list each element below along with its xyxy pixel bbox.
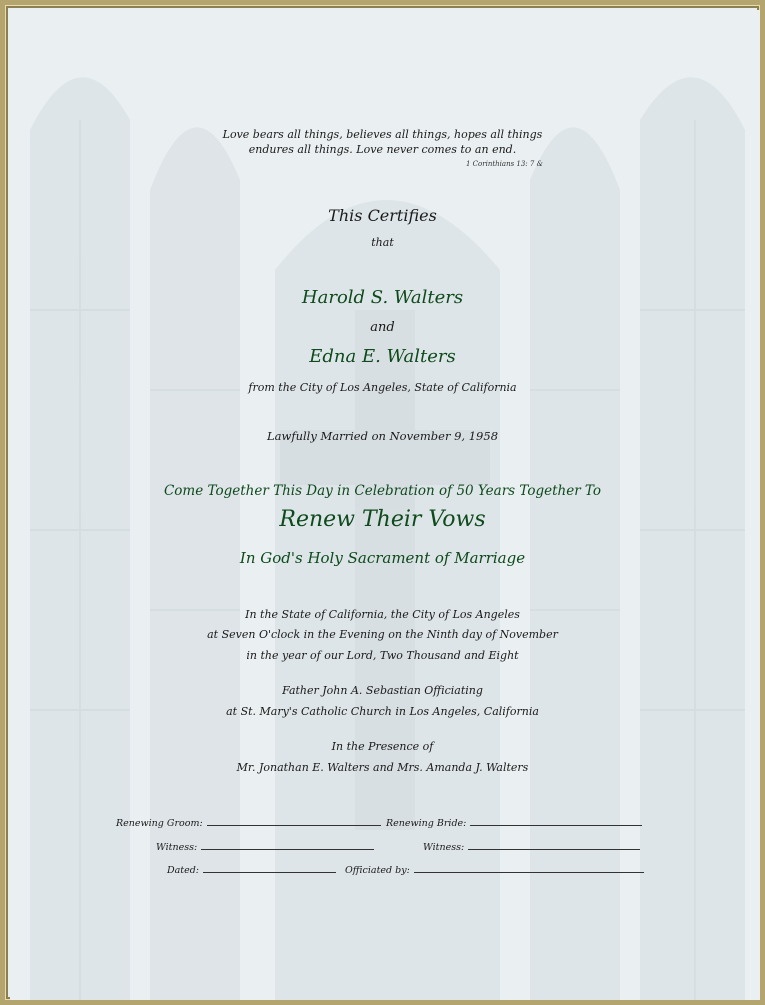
renew-vows-headline: Renew Their Vows (279, 507, 486, 532)
bride-signature-field[interactable] (386, 816, 642, 829)
witness-2-line[interactable] (468, 840, 640, 850)
bride-name: Edna E. Walters (309, 346, 456, 367)
place-line-1: In the State of California, the City of Los Angeles (245, 608, 520, 621)
verse-line-1: Love bears all things, believes all things, hopes all things (222, 128, 543, 141)
officiated-label: Officiated by: (345, 865, 410, 876)
witness-2-field[interactable] (423, 840, 640, 853)
officiant-line-2: at St. Mary's Catholic Church in Los Angeles, California (226, 705, 539, 718)
dated-field[interactable] (167, 863, 336, 876)
dated-line[interactable] (203, 863, 336, 873)
and-text: and (370, 320, 395, 335)
bride-signature-label: Renewing Bride: (386, 818, 467, 829)
witness-1-field[interactable] (156, 840, 374, 853)
celebration-line: Come Together This Day in Celebration of 50 Years Together To (163, 483, 602, 499)
officiated-field[interactable] (345, 863, 644, 876)
verse-reference: 1 Corinthians 13: 7 & (466, 160, 543, 168)
certifies-title: This Certifies (328, 206, 437, 225)
verse-line-2: endures all things. Love never comes to an end. (248, 143, 517, 156)
presence-line-1: In the Presence of (331, 740, 434, 753)
groom-signature-line[interactable] (207, 816, 381, 826)
witness-2-label: Witness: (423, 842, 465, 853)
place-line-3: in the year of our Lord, Two Thousand and Eight (246, 649, 519, 662)
witness-1-line[interactable] (201, 840, 374, 850)
certifies-that: that (371, 236, 394, 249)
place-line-2: at Seven O'clock in the Evening on the Ninth day of November (207, 628, 558, 641)
sacrament-line: In God's Holy Sacrament of Marriage (239, 549, 526, 567)
presence-line-2: Mr. Jonathan E. Walters and Mrs. Amanda J. Walters (236, 761, 529, 774)
officiant-line-1: Father John A. Sebastian Officiating (282, 684, 483, 697)
officiated-line[interactable] (414, 863, 644, 873)
witness-1-label: Witness: (156, 842, 198, 853)
married-date: Lawfully Married on November 9, 1958 (266, 429, 499, 443)
groom-signature-label: Renewing Groom: (116, 818, 203, 829)
bride-signature-line[interactable] (470, 816, 642, 826)
couple-origin: from the City of Los Angeles, State of California (248, 381, 517, 394)
dated-label: Dated: (167, 865, 200, 876)
groom-name: Harold S. Walters (301, 287, 464, 308)
groom-signature-field[interactable] (116, 816, 381, 829)
